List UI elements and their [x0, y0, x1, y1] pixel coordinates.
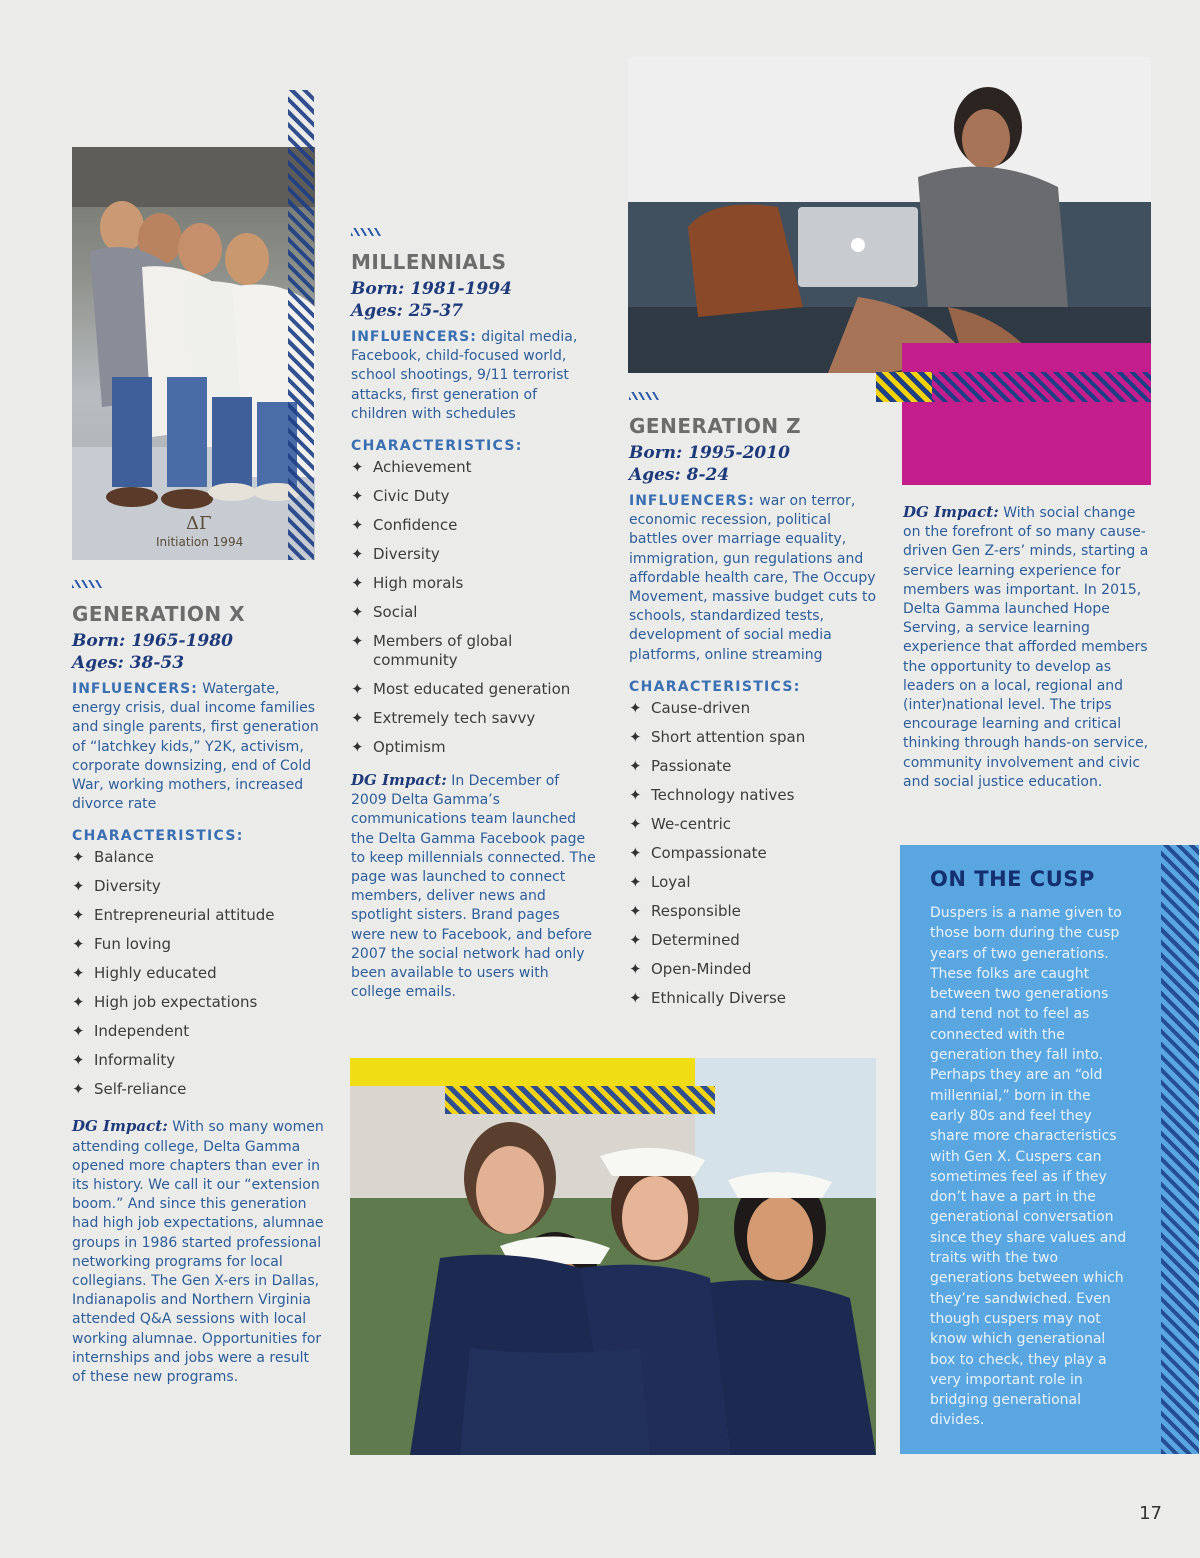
- list-item: [629, 699, 881, 718]
- bullet-icon: ✦: [351, 632, 364, 651]
- impact-label: DG Impact:: [72, 1117, 168, 1136]
- bullet-icon: ✦: [629, 959, 642, 978]
- gen-x-ages: Ages: 38-53: [72, 653, 185, 673]
- millennials-characteristics-list: [351, 458, 596, 757]
- group-photo-stripe: [445, 1086, 715, 1114]
- yellow-stripe: [876, 372, 932, 402]
- list-item-text: Passionate: [651, 756, 732, 775]
- millennials-born: Born: 1981-1994: [351, 279, 512, 299]
- bullet-icon: ✦: [351, 487, 364, 506]
- bullet-icon: ✦: [629, 698, 642, 717]
- gen-z-ages: Ages: 8-24: [629, 465, 730, 485]
- gen-z-influencers: [629, 492, 881, 665]
- bullet-icon: ✦: [351, 603, 364, 622]
- list-item: [351, 632, 523, 670]
- gen-x-born: Born: 1965-1980: [72, 631, 233, 651]
- bullet-icon: ✦: [351, 709, 364, 728]
- page-number: 17: [1139, 1503, 1162, 1524]
- bullet-icon: ✦: [629, 756, 642, 775]
- list-item-text: Entrepreneurial attitude: [94, 906, 275, 925]
- impact-text: In December of 2009 Delta Gamma’s communications team launched the Delta Gamma Facebook page to keep millennials connected. The page was launched to connect members, deliver news and spotlight sisters. Brand pages were new to Facebook, and before 2007 the social network had only been available to users with college emails.: [351, 773, 596, 1001]
- bullet-icon: ✦: [351, 738, 364, 757]
- bullet-icon: ✦: [72, 1022, 85, 1041]
- list-item-text: Diversity: [373, 545, 440, 564]
- laptop-photo-art: [628, 57, 1151, 373]
- gen-z-characteristics-title: CHARACTERISTICS:: [629, 678, 801, 695]
- list-item: [351, 738, 596, 757]
- list-item-text: Independent: [94, 1022, 190, 1041]
- list-item-text: Determined: [651, 930, 740, 949]
- list-item: [629, 728, 881, 747]
- bullet-icon: ✦: [72, 935, 85, 954]
- gen-x-title: GENERATION X: [72, 602, 246, 626]
- millennials-ages: Ages: 25-37: [351, 301, 464, 321]
- list-item: [629, 815, 881, 834]
- list-item: [351, 487, 596, 506]
- list-item: [351, 516, 596, 535]
- influencers-label: INFLUENCERS:: [351, 329, 477, 345]
- list-item: [351, 574, 596, 593]
- gen-x-photo-letters: ΔΓ: [186, 513, 212, 534]
- bullet-icon: ✦: [629, 727, 642, 746]
- bullet-icon: ✦: [72, 906, 85, 925]
- impact-text: With social change on the forefront of so many cause-driven Gen Z-ers’ minds, starting a service learning experience for members was important. In 2015, Delta Gamma launched Hope Serving, a service learning experience that afforded members the opportunity to develop as leaders on a local, regional and (inter)national level. The trips encourage learning and critical thinking through hands-on service, community involvement and civic and social justice education.: [903, 505, 1149, 790]
- list-item-text: Optimism: [373, 738, 446, 757]
- bullet-icon: ✦: [351, 516, 364, 535]
- list-item: [72, 906, 324, 925]
- list-item-text: Informality: [94, 1051, 176, 1070]
- list-item: [629, 931, 881, 950]
- list-item: [72, 993, 324, 1012]
- list-item: [351, 458, 596, 477]
- list-item-text: Diversity: [94, 877, 161, 896]
- bullet-icon: ✦: [351, 574, 364, 593]
- cusp-title: ON THE CUSP: [930, 867, 1095, 891]
- influencers-label: INFLUENCERS:: [72, 681, 198, 697]
- bullet-icon: ✦: [629, 988, 642, 1007]
- bullet-icon: ✦: [351, 680, 364, 699]
- list-item: [72, 1080, 324, 1099]
- bullet-icon: ✦: [72, 877, 85, 896]
- list-item-text: Most educated generation: [373, 680, 571, 699]
- list-item: [629, 902, 881, 921]
- list-item-text: Compassionate: [651, 843, 767, 862]
- influencers-text: digital media, Facebook, child-focused world, school shootings, 9/11 terrorist attacks, first generation of children with schedules: [351, 329, 578, 422]
- list-item-text: High morals: [373, 574, 464, 593]
- bullet-icon: ✦: [629, 843, 642, 862]
- cusp-box-stripe: [1161, 845, 1199, 1454]
- gen-x-photo-stripe: [288, 90, 314, 560]
- list-item: [72, 1051, 324, 1070]
- influencers-label: INFLUENCERS:: [629, 493, 755, 509]
- gen-x-section: [72, 580, 324, 1387]
- bullet-icon: ✦: [351, 545, 364, 564]
- list-item: [351, 709, 596, 728]
- section-deco-marks: [629, 392, 659, 400]
- influencers-text: war on terror, economic recession, political battles over marriage equality, immigration, gun regulations and affordable health care, The Occupy Movement, massive budget cuts to schools, standardized tests, development of social media platforms, online streaming: [629, 493, 877, 663]
- list-item-text: Confidence: [373, 516, 458, 535]
- millennials-title: MILLENNIALS: [351, 250, 507, 274]
- list-item: [72, 935, 324, 954]
- list-item-text: Self-reliance: [94, 1080, 187, 1099]
- gen-x-photo: [72, 147, 315, 560]
- gen-z-title: GENERATION Z: [629, 414, 802, 438]
- bullet-icon: ✦: [629, 785, 642, 804]
- millennials-impact: [351, 771, 596, 1002]
- list-item-text: Ethnically Diverse: [651, 988, 786, 1007]
- bullet-icon: ✦: [72, 1051, 85, 1070]
- bullet-icon: ✦: [72, 1080, 85, 1099]
- group-photo: [350, 1058, 876, 1455]
- section-deco-marks: [351, 228, 381, 236]
- gen-x-characteristics-list: [72, 848, 324, 1099]
- list-item-text: Technology natives: [651, 785, 795, 804]
- impact-label: DG Impact:: [903, 503, 999, 521]
- gen-x-photo-caption: Initiation 1994: [156, 535, 244, 549]
- section-deco-marks: [72, 580, 102, 588]
- influencers-text: Watergate, energy crisis, dual income families and single parents, first generation of “latchkey kids,” Y2K, activism, corporate downsizing, end of Cold War, working mothers, increased divorce rate: [72, 681, 319, 813]
- list-item-text: Members of global community: [373, 632, 513, 670]
- list-item: [629, 989, 881, 1008]
- bullet-icon: ✦: [351, 458, 364, 477]
- list-item-text: Balance: [94, 848, 154, 867]
- gen-z-laptop-photo: [628, 57, 1151, 373]
- gen-z-impact: [903, 497, 1151, 792]
- group-photo-art: [350, 1058, 876, 1455]
- list-item: [351, 680, 596, 699]
- list-item-text: Extremely tech savvy: [373, 709, 536, 728]
- list-item-text: Loyal: [651, 872, 691, 891]
- millennials-characteristics-title: CHARACTERISTICS:: [351, 438, 523, 455]
- list-item-text: Fun loving: [94, 935, 172, 954]
- list-item: [629, 844, 881, 863]
- gen-z-section: [629, 392, 881, 1018]
- bullet-icon: ✦: [72, 964, 85, 983]
- on-the-cusp-box: [900, 845, 1199, 1454]
- gen-x-impact: [72, 1117, 324, 1387]
- list-item-text: Responsible: [651, 901, 741, 920]
- impact-label: DG Impact:: [351, 771, 447, 790]
- gen-z-born: Born: 1995-2010: [629, 443, 790, 463]
- list-item: [72, 877, 324, 896]
- list-item: [72, 964, 324, 983]
- list-item: [72, 1022, 324, 1041]
- bullet-icon: ✦: [629, 814, 642, 833]
- list-item-text: Highly educated: [94, 964, 217, 983]
- gen-x-influencers: [72, 680, 324, 814]
- list-item-text: Achievement: [373, 458, 472, 477]
- gen-x-characteristics-title: CHARACTERISTICS:: [72, 828, 244, 845]
- list-item-text: We-centric: [651, 814, 732, 833]
- impact-text: With so many women attending college, Delta Gamma opened more chapters than ever in its history. We call it our “extension boom.” And since this generation had high job expectations, alumnae groups in 1986 started professional networking programs for local collegians. The Gen X-ers in Dallas, Indianapolis and Northern Virginia attended Q&A sessions with local working alumnae. Opportunities for internships and jobs were a result of these new programs.: [72, 1119, 324, 1386]
- magenta-stripe: [930, 372, 1151, 402]
- bullet-icon: ✦: [629, 901, 642, 920]
- list-item-text: Cause-driven: [651, 698, 751, 717]
- bullet-icon: ✦: [72, 848, 85, 867]
- magenta-block: [902, 343, 1151, 485]
- millennials-section: [351, 228, 596, 1002]
- list-item: [629, 786, 881, 805]
- list-item: [629, 757, 881, 776]
- cusp-body: Duspers is a name given to those born during the cusp years of two generations. These folks are caught between two generations and tend not to feel as connected with the generation they fall into. Perhaps they are an “old millennial,” born in the early 80s and feel they share more characteristics with Gen X. Cuspers can sometimes feel as if they don’t have a part in the generational conversation since they share values and traits with the two generations between which they’re sandwiched. Even though cuspers may not know which generational box to check, they play a very important role in bridging generational divides.: [930, 905, 1127, 1429]
- bullet-icon: ✦: [629, 872, 642, 891]
- gen-x-photo-art: [72, 147, 315, 560]
- list-item-text: Social: [373, 603, 418, 622]
- bullet-icon: ✦: [629, 930, 642, 949]
- list-item-text: Open-Minded: [651, 959, 752, 978]
- list-item-text: High job expectations: [94, 993, 258, 1012]
- list-item: [72, 848, 324, 867]
- bullet-icon: ✦: [72, 993, 85, 1012]
- list-item-text: Short attention span: [651, 727, 806, 746]
- list-item: [629, 873, 881, 892]
- list-item-text: Civic Duty: [373, 487, 450, 506]
- list-item: [351, 545, 596, 564]
- millennials-influencers: [351, 328, 596, 424]
- list-item: [351, 603, 596, 622]
- list-item: [629, 960, 881, 979]
- gen-z-characteristics-list: [629, 699, 881, 1008]
